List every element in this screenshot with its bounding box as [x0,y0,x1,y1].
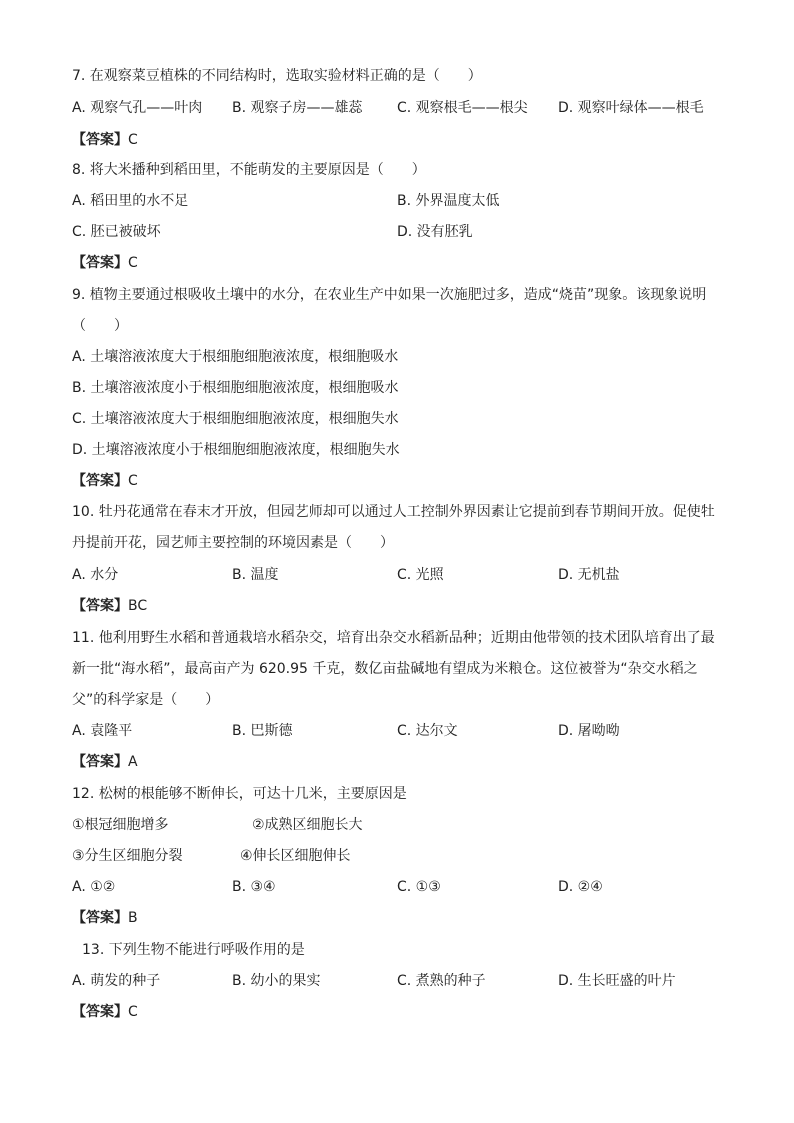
question-11-stem-line3: 父”的科学家是（ ） [72,692,220,708]
answer-value: C [128,255,138,271]
statement-2: ②成熟区细胞长大 [252,817,363,833]
option-b: B. 幼小的果实 [232,973,321,989]
option-b: B. 观察子房——雄蕊 [232,100,363,116]
question-11-stem-line1: 11. 他利用野生水稻和普通栽培水稻杂交，培育出杂交水稻新品种；近期由他带领的技术团队培育出了最 [72,630,715,646]
option-d: D. 没有胚乳 [397,224,473,240]
option-c: C. 达尔文 [397,723,458,739]
answer-label: 【答案】 [72,754,128,770]
answer-label: 【答案】 [72,598,128,614]
option-d: D. 生长旺盛的叶片 [558,973,676,989]
answer-value: C [128,132,138,148]
option-a: A. 水分 [72,567,119,583]
option-b: B. 外界温度太低 [397,193,500,209]
question-9-answer [72,471,138,491]
answer-label: 【答案】 [72,1004,128,1020]
question-12-stem: 12. 松树的根能够不断伸长，可达十几米，主要原因是 [72,786,407,802]
statement-3: ③分生区细胞分裂 [72,848,183,864]
option-d: D. 屠呦呦 [558,723,620,739]
option-c: C. 光照 [397,567,444,583]
question-9-stem-line1: 9. 植物主要通过根吸收土壤中的水分，在农业生产中如果一次施肥过多，造成“烧苗”现象。该现象说明 [72,287,707,303]
question-13-answer [72,1002,138,1022]
option-c: C. 胚已被破坏 [72,224,161,240]
answer-label: 【答案】 [72,132,128,148]
question-10-stem-line2: 丹提前开花，园艺师主要控制的环境因素是（ ） [72,535,394,551]
answer-label: 【答案】 [72,255,128,271]
option-d: D. 无机盐 [558,567,620,583]
option-a: A. 萌发的种子 [72,973,161,989]
answer-value: C [128,473,138,489]
question-11-stem-line2: 新一批“海水稻”，最高亩产为 620.95 千克，数亿亩盐碱地有望成为米粮仓。这位被誉为“杂交水稻之 [72,661,698,677]
question-7-answer [72,130,138,150]
option-c: C. ①③ [397,879,441,895]
answer-value: B [128,910,138,926]
question-12-answer [72,908,138,928]
option-a: A. 土壤溶液浓度大于根细胞细胞液浓度，根细胞吸水 [72,349,399,365]
option-b: B. ③④ [232,879,276,895]
question-10-answer [72,596,147,616]
option-c: C. 土壤溶液浓度大于根细胞细胞液浓度，根细胞失水 [72,411,399,427]
option-a: A. 袁隆平 [72,723,133,739]
answer-label: 【答案】 [72,910,128,926]
question-10-stem-line1: 10. 牡丹花通常在春末才开放，但园艺师却可以通过人工控制外界因素让它提前到春节期间开放。促使牡 [72,504,715,520]
option-b: B. 土壤溶液浓度小于根细胞细胞液浓度，根细胞吸水 [72,380,399,396]
option-d: D. 观察叶绿体——根毛 [558,100,704,116]
answer-value: BC [128,598,148,614]
answer-label: 【答案】 [72,473,128,489]
option-b: B. 巴斯德 [232,723,293,739]
option-a: A. 稻田里的水不足 [72,193,189,209]
statement-1: ①根冠细胞增多 [72,817,169,833]
option-b: B. 温度 [232,567,279,583]
option-c: C. 观察根毛——根尖 [397,100,528,116]
question-8-answer [72,253,138,273]
option-a: A. ①② [72,879,116,895]
question-11-answer [72,752,138,772]
option-a: A. 观察气孔——叶肉 [72,100,203,116]
answer-value: C [128,1004,138,1020]
answer-value: A [128,754,138,770]
option-d: D. 土壤溶液浓度小于根细胞细胞液浓度，根细胞失水 [72,442,400,458]
statement-4: ④伸长区细胞伸长 [240,848,351,864]
question-13-stem: 13. 下列生物不能进行呼吸作用的是 [82,942,305,958]
question-8-stem: 8. 将大米播种到稻田里，不能萌发的主要原因是（ ） [72,162,426,178]
question-7-stem: 7. 在观察菜豆植株的不同结构时，选取实验材料正确的是（ ） [72,68,482,84]
option-d: D. ②④ [558,879,603,895]
option-c: C. 煮熟的种子 [397,973,486,989]
question-9-stem-line2: （ ） [72,318,128,334]
